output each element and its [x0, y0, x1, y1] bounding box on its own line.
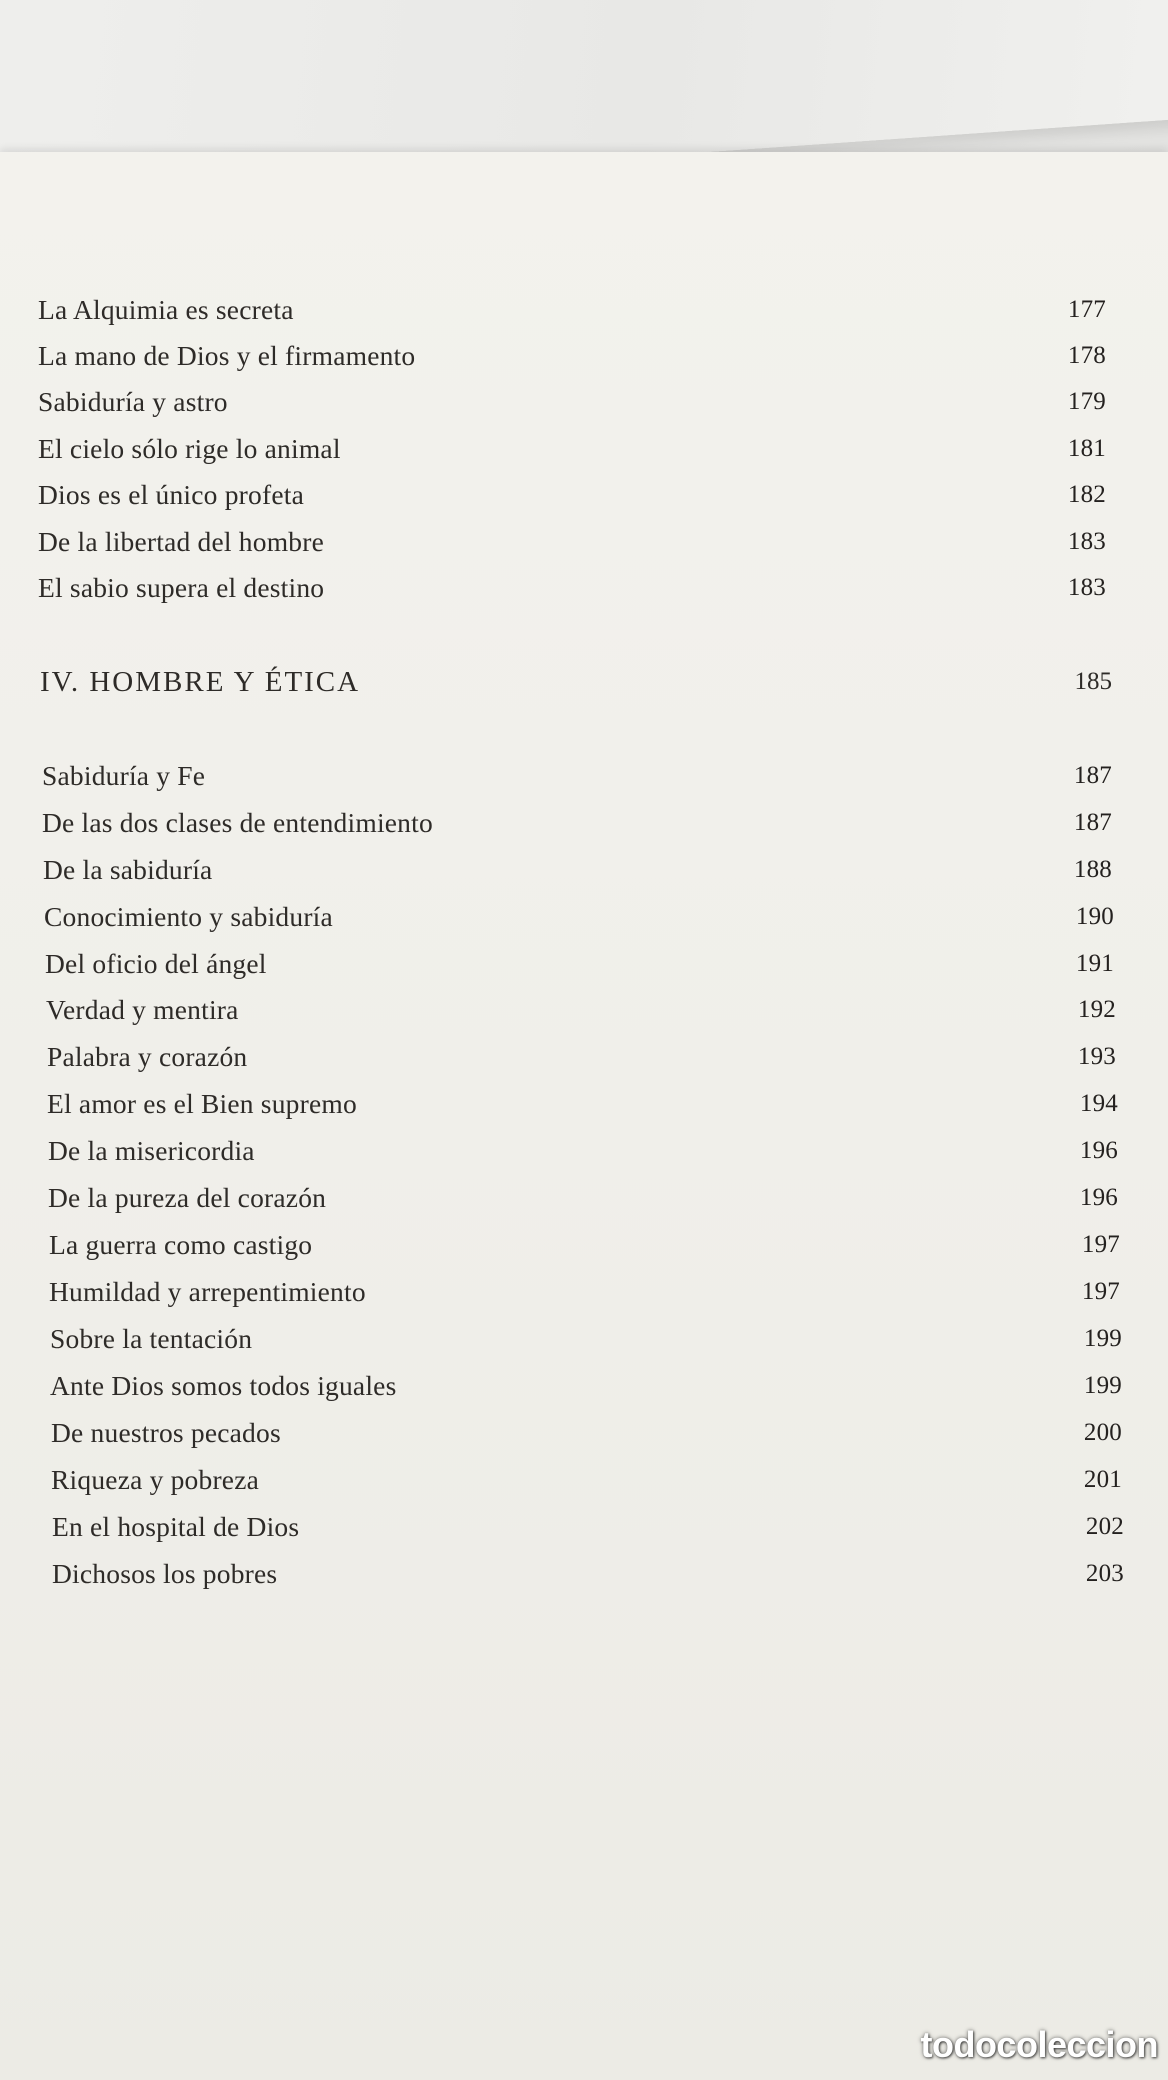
- toc-entry-page: 201: [1083, 1466, 1122, 1493]
- toc-entry: [51, 1413, 1122, 1453]
- toc-entry-title: Ante Dios somos todos iguales: [50, 1370, 397, 1401]
- toc-entry-page: 177: [1067, 296, 1106, 323]
- toc-entry-page: 199: [1083, 1325, 1122, 1352]
- toc-entry: [50, 1366, 1122, 1406]
- toc-entry: [38, 475, 1106, 515]
- toc-entry-title: Verdad y mentira: [46, 994, 239, 1025]
- toc-entry: [46, 990, 1116, 1030]
- toc-entry-page: 202: [1085, 1513, 1124, 1540]
- toc-entry: [38, 382, 1106, 422]
- toc-entry-page: 197: [1081, 1278, 1120, 1305]
- toc-entry: [38, 336, 1106, 376]
- watermark-logo: todocoleccion: [920, 2024, 1158, 2065]
- toc-entry-title: Humildad y arrepentimiento: [49, 1276, 366, 1307]
- toc-entry-title: El amor es el Bien supremo: [47, 1088, 357, 1119]
- section-heading-page: 185: [1074, 668, 1112, 695]
- toc-entry-page: 187: [1073, 809, 1112, 836]
- toc-entry-page: 196: [1079, 1137, 1118, 1164]
- toc-entry: [43, 850, 1112, 890]
- toc-entry-title: Sobre la tentación: [50, 1323, 253, 1354]
- toc-entry: [45, 944, 1114, 984]
- toc-entry: [52, 1554, 1124, 1594]
- toc-entry-title: Del oficio del ángel: [45, 948, 267, 979]
- toc-entry-title: La mano de Dios y el firmamento: [38, 340, 416, 371]
- toc-entry-title: De las dos clases de entendimiento: [42, 807, 433, 838]
- toc-entry-title: De nuestros pecados: [51, 1417, 281, 1448]
- toc-entry: [42, 756, 1112, 796]
- toc-entry-title: De la sabiduría: [43, 854, 213, 885]
- toc-entry-title: El cielo sólo rige lo animal: [38, 433, 341, 464]
- toc-entry-page: 187: [1073, 762, 1112, 789]
- toc-entry-page: 203: [1085, 1560, 1124, 1587]
- book-page: [0, 152, 1168, 2080]
- toc-entry-page: 183: [1067, 574, 1106, 601]
- toc-entry-title: Dichosos los pobres: [52, 1558, 278, 1589]
- toc-entry-title: Riqueza y pobreza: [51, 1464, 260, 1495]
- toc-entry: [51, 1460, 1122, 1500]
- toc-entry-page: 183: [1067, 528, 1106, 555]
- toc-entry: [48, 1131, 1118, 1171]
- toc-entry: [47, 1037, 1116, 1077]
- toc-entry-title: La Alquimia es secreta: [38, 294, 294, 325]
- toc-entry-title: De la misericordia: [48, 1135, 255, 1166]
- toc-entry-page: 200: [1083, 1419, 1122, 1446]
- toc-entry-page: 193: [1077, 1043, 1116, 1070]
- toc-entry-title: El sabio supera el destino: [38, 572, 325, 603]
- section-heading: [40, 662, 1112, 702]
- toc-entry-title: La guerra como castigo: [49, 1229, 313, 1260]
- toc-entry: [42, 803, 1112, 843]
- toc-entry: [38, 290, 1106, 330]
- toc-entry-page: 196: [1079, 1184, 1118, 1211]
- toc-entry-page: 192: [1077, 996, 1116, 1023]
- toc-entry-title: De la pureza del corazón: [48, 1182, 327, 1213]
- toc-entry: [38, 522, 1106, 562]
- toc-entry: [52, 1507, 1124, 1547]
- toc-entry: [49, 1225, 1120, 1265]
- toc-entry-title: Conocimiento y sabiduría: [44, 901, 333, 932]
- toc-entry-page: 188: [1073, 856, 1112, 883]
- toc-entry-page: 182: [1067, 481, 1106, 508]
- toc-entry: [49, 1272, 1120, 1312]
- toc-entry-title: De la libertad del hombre: [38, 526, 325, 557]
- toc-entry-page: 178: [1067, 342, 1106, 369]
- toc-entry: [50, 1319, 1122, 1359]
- toc-entry-title: Palabra y corazón: [47, 1041, 248, 1072]
- toc-entry-page: 191: [1075, 950, 1114, 977]
- toc-entry-title: Dios es el único profeta: [38, 479, 304, 510]
- toc-entry-page: 190: [1075, 903, 1114, 930]
- toc-entry-title: Sabiduría y Fe: [42, 760, 206, 791]
- toc-entry: [44, 897, 1114, 937]
- toc-entry-page: 197: [1081, 1231, 1120, 1258]
- toc-entry-page: 199: [1083, 1372, 1122, 1399]
- toc-entry: [47, 1084, 1118, 1124]
- toc-entry-title: En el hospital de Dios: [52, 1511, 300, 1542]
- toc-entry-title: Sabiduría y astro: [38, 386, 228, 417]
- toc-entry-page: 194: [1079, 1090, 1118, 1117]
- toc-entry: [38, 429, 1106, 469]
- toc-entry: [48, 1178, 1118, 1218]
- toc-entry: [38, 568, 1106, 608]
- toc-entry-page: 181: [1067, 435, 1106, 462]
- section-heading-title: IV. HOMBRE Y ÉTICA: [40, 666, 361, 698]
- toc-entry-page: 179: [1067, 388, 1106, 415]
